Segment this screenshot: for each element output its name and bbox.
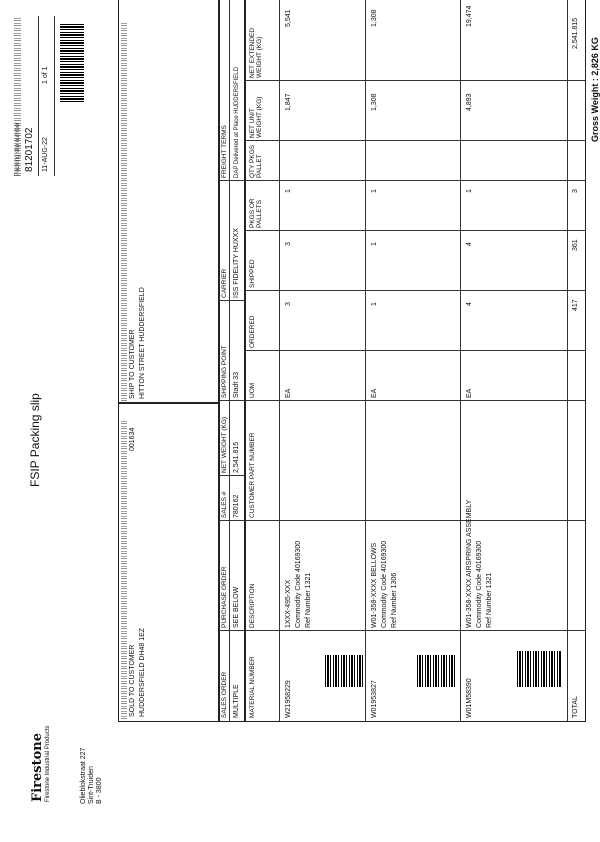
cell-ext-weight: 19,474 <box>466 5 473 27</box>
ship-to-label: SHIP TO CUSTOMER <box>129 329 136 399</box>
company-logo <box>30 726 51 802</box>
cell-ordered: 1 <box>371 302 378 306</box>
cell-unit-weight: 4,893 <box>466 93 473 111</box>
header-label: PURCHASE ORDER <box>221 566 228 628</box>
cell-uom: EA <box>371 388 378 398</box>
header-value: 780162 <box>233 494 240 518</box>
ship-to-address: HITTON STREET HUDDERSFIELD <box>139 287 146 399</box>
gross-weight-line <box>590 37 600 142</box>
totals-ordered: 417 <box>572 299 579 311</box>
address-line: B - 3800 <box>96 777 103 804</box>
header-label: FREIGHT TERMS <box>221 125 228 178</box>
header-label: SALES # <box>221 491 228 518</box>
slip-date: 11-AUG-22 <box>42 137 49 172</box>
page-total: 1 <box>42 66 49 71</box>
cell-desc: W01-358-XXXX AIRSPRING ASSEMBLY <box>466 499 473 628</box>
header-value: 2,541.815 <box>233 441 240 473</box>
cell-desc: 1XXX-495-XXX <box>285 579 292 628</box>
item-barcode <box>417 655 457 687</box>
slip-barcode <box>60 22 84 102</box>
cell-ordered: 3 <box>285 302 292 306</box>
page-number: 1 <box>42 80 49 84</box>
cell-ordered: 4 <box>466 302 473 306</box>
header-value: DAP Delivered at Place HUDDERSFIELD <box>234 67 240 178</box>
gross-weight-value: 2,826 <box>590 53 600 76</box>
col-header-ext-weight: NET EXTENDED WEIGHT (KG) <box>249 27 263 78</box>
header-label: CARRIER <box>221 268 228 298</box>
cell-ext-weight: 1,308 <box>371 9 378 27</box>
cell-material: W21958229 <box>285 680 292 718</box>
cell-material: W01M58390 <box>466 678 473 718</box>
col-header-description: DESCRIPTION <box>249 583 256 628</box>
col-header-qty: QTY PKGS PALLET <box>249 144 263 178</box>
col-header-ordered: ORDERED <box>249 315 256 348</box>
slip-info-block <box>14 16 58 176</box>
cell-pallets: 1 <box>371 189 378 193</box>
col-header-unit-weight: NET UNIT WEIGHT (KG) <box>249 96 263 138</box>
header-label: SALES ORDER <box>221 671 228 718</box>
logo-brand: Firestone <box>30 732 45 802</box>
logo-tagline: Firestone Industrial Products <box>45 725 51 802</box>
totals-ext-weight: 2,541.815 <box>572 17 579 49</box>
col-header-customer-part: CUSTOMER PART NUMBER <box>249 432 256 518</box>
col-header-material: MATERIAL NUMBER <box>249 656 256 718</box>
cell-pallets: 1 <box>466 189 473 193</box>
cell-uom: EA <box>285 388 292 398</box>
cell-desc: Ref Number 1306 <box>391 572 398 628</box>
cell-desc: Commodity Code 40169300 <box>295 540 302 628</box>
sold-to-label: SOLD TO CUSTOMER <box>129 644 136 717</box>
cell-desc: Commodity Code 40169300 <box>476 540 483 628</box>
cell-unit-weight: 1,308 <box>371 93 378 111</box>
ship-to-block <box>118 402 220 722</box>
document-title: FSIP Packing slip <box>28 393 42 487</box>
col-header-uom: UOM <box>249 382 256 398</box>
page-indicator <box>42 66 50 84</box>
cell-desc: W01-358-XXXX BELLOWS <box>371 542 378 628</box>
ship-to-right-block <box>118 0 220 404</box>
cell-uom: EA <box>466 388 473 398</box>
header-label: NET WEIGHT (KG) <box>221 416 228 473</box>
col-header-shipped: SHIPPED <box>249 259 256 288</box>
slip-number: 81201702 <box>24 127 35 172</box>
address-line: Sint-Truiden <box>88 766 95 804</box>
header-value: MULTIPLE <box>233 684 240 718</box>
cell-unit-weight: 1,847 <box>285 93 292 111</box>
gross-weight-label: Gross Weight : <box>590 78 600 142</box>
slip-header: Packing slip number <box>15 121 21 176</box>
col-header-pallets: PKGS OR PALLETS <box>249 198 263 228</box>
cell-shipped: 3 <box>285 242 292 246</box>
customer-number: 001634 <box>129 427 136 451</box>
scan-noise <box>121 419 127 719</box>
scan-noise <box>121 21 127 401</box>
cell-shipped: 1 <box>371 242 378 246</box>
order-header-row <box>218 0 246 722</box>
item-barcode <box>517 651 561 687</box>
header-value: ISS FIDELITY HUXXX <box>233 228 240 298</box>
totals-label: TOTAL <box>572 696 579 718</box>
cell-pallets: 1 <box>285 189 292 193</box>
sold-to-address: HUDDERSFIELD DH48 1EZ <box>139 627 146 717</box>
page-of: of <box>42 72 49 79</box>
cell-desc: Ref Number 1321 <box>305 572 312 628</box>
cell-desc: Commodity Code 40169300 <box>381 540 388 628</box>
header-value: SEE BELOW <box>233 586 240 628</box>
item-barcode <box>325 655 365 687</box>
cell-material: W01953827 <box>371 680 378 718</box>
gross-weight-unit: KG <box>590 37 600 51</box>
totals-pallets: 3 <box>572 189 579 193</box>
sender-address <box>80 748 104 804</box>
cell-ext-weight: 5,541 <box>285 9 292 27</box>
cell-shipped: 4 <box>466 242 473 246</box>
header-label: SHIPPING POINT <box>221 345 228 398</box>
cell-desc: Ref Number 1321 <box>486 572 493 628</box>
totals-shipped: 361 <box>572 239 579 251</box>
items-table <box>244 0 586 722</box>
address-line: Olieblokstraat 227 <box>80 747 87 804</box>
header-value: Stadt 33 <box>233 371 240 398</box>
